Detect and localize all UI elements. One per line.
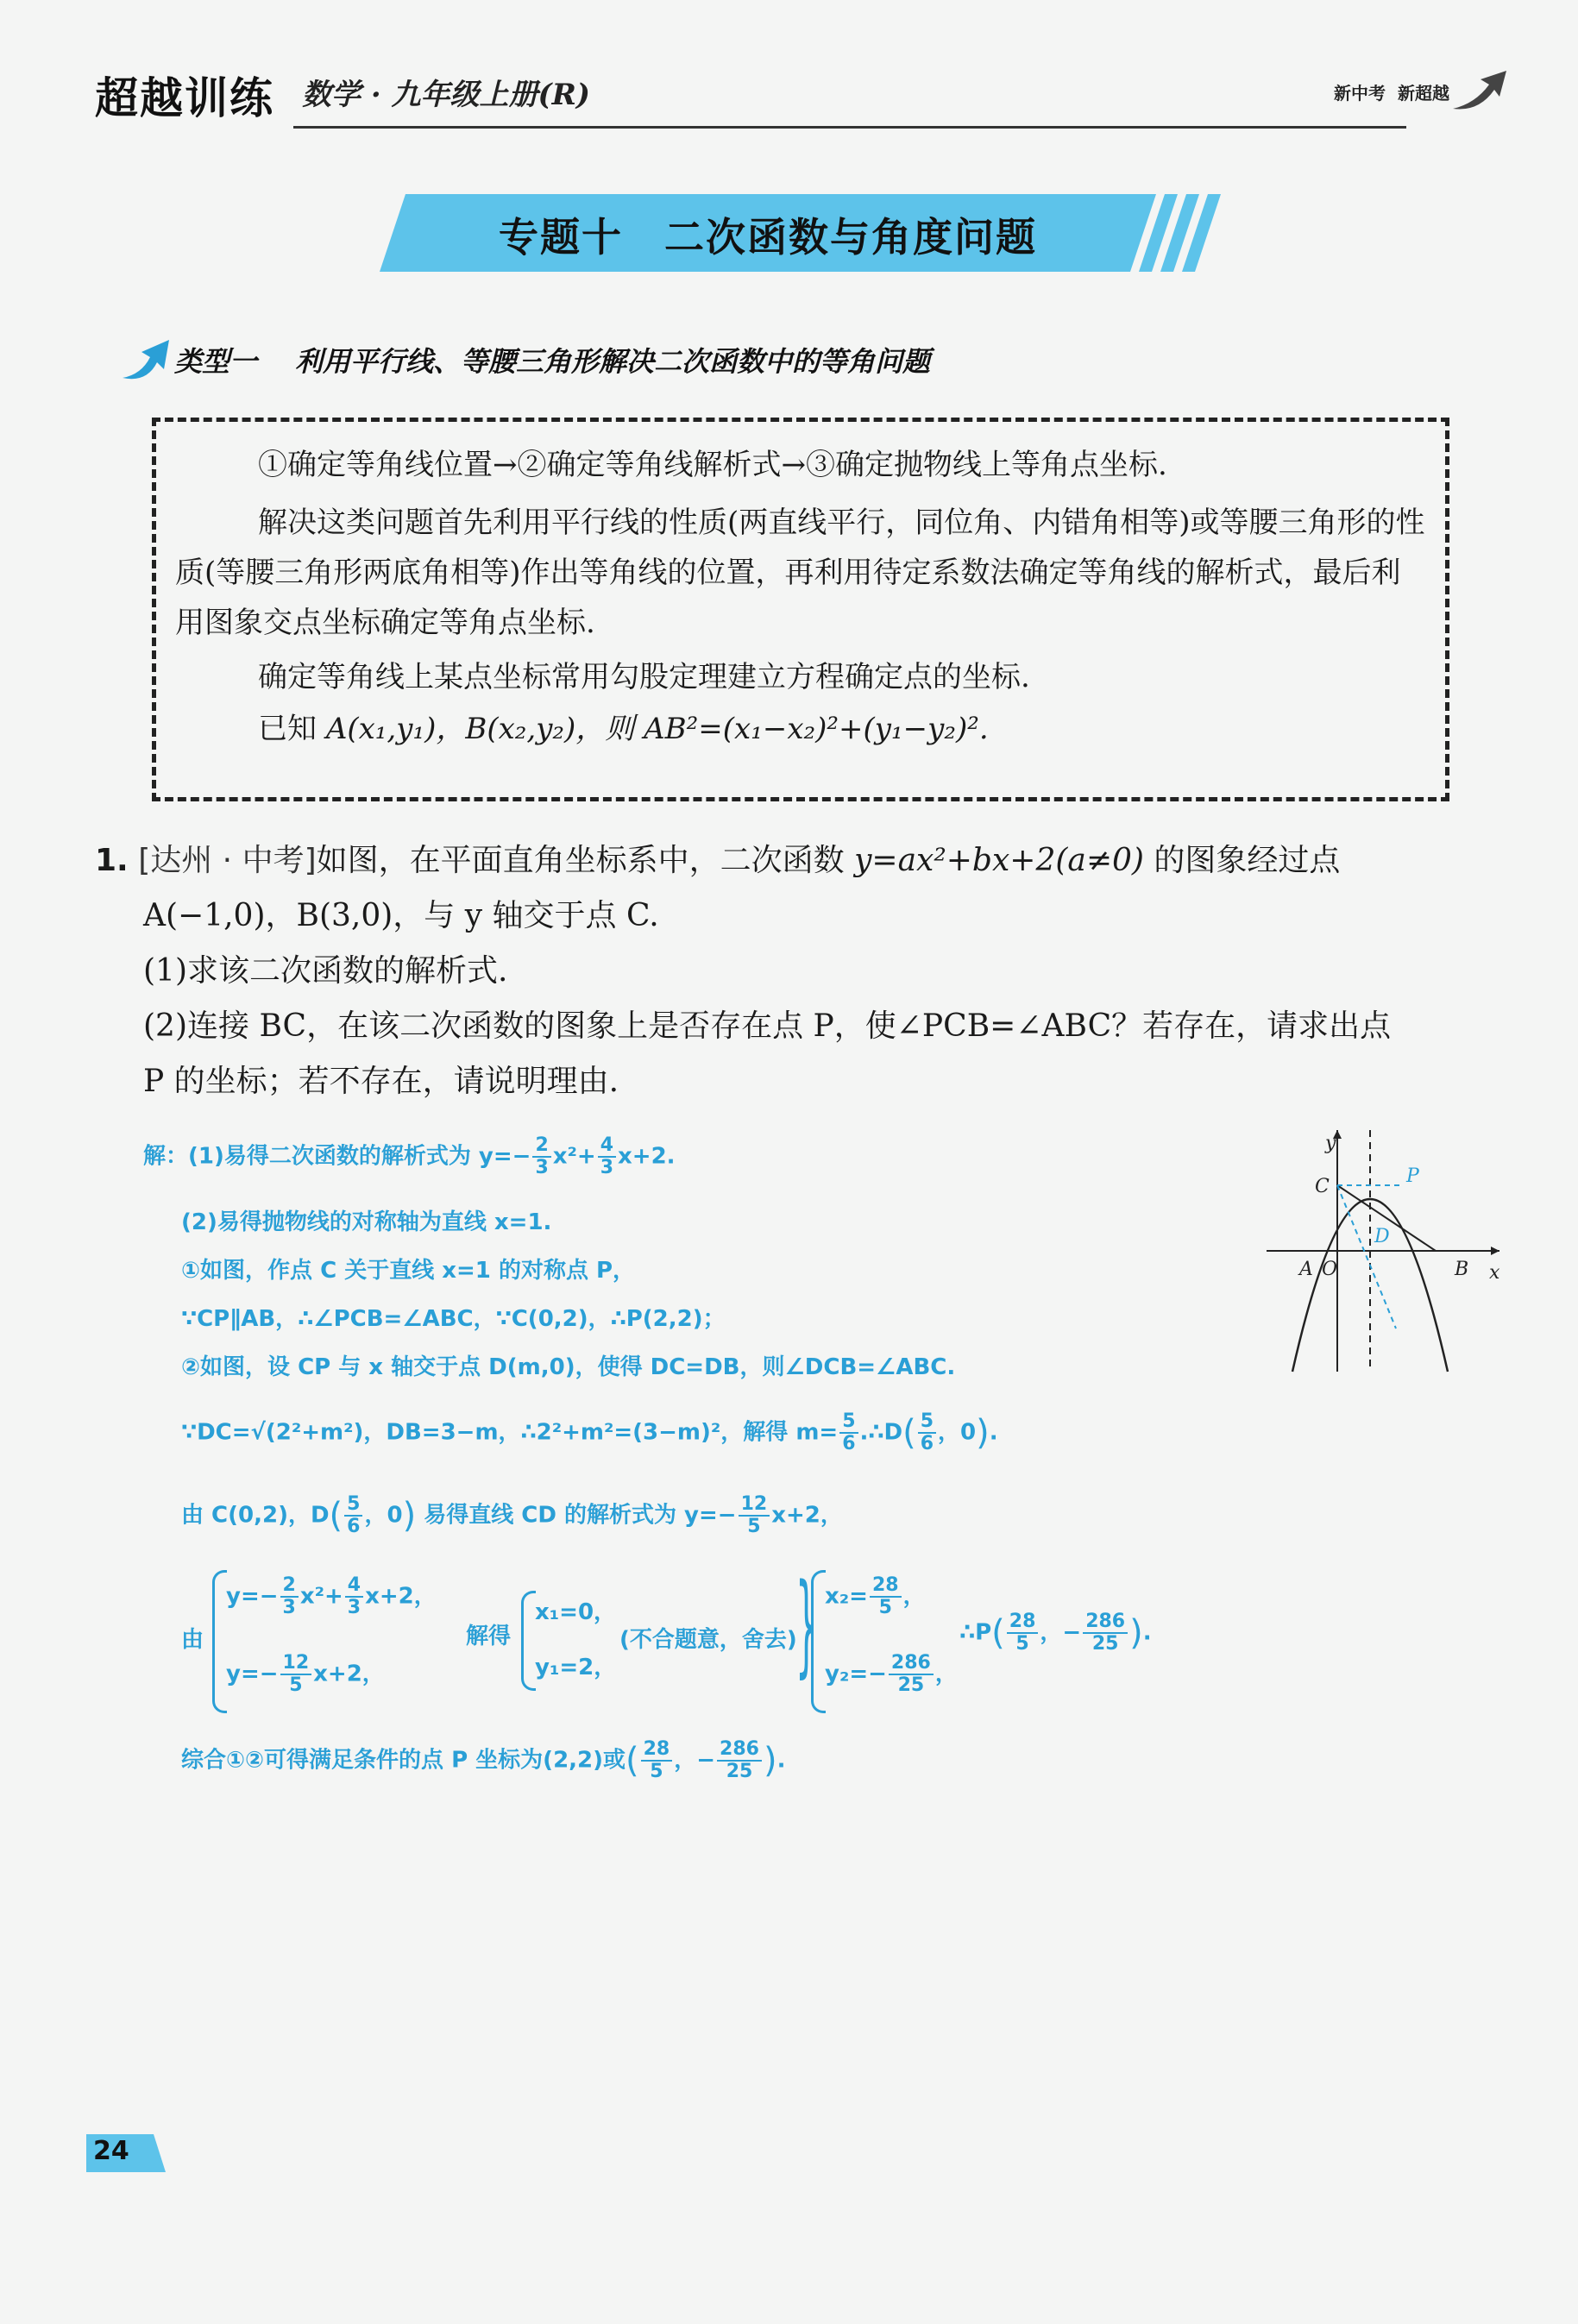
question-stem-a: 如图，在平面直角坐标系中，二次函数 — [316, 843, 855, 878]
sol6-b: .∴D — [859, 1419, 903, 1446]
fraction — [598, 1135, 616, 1178]
fraction — [532, 1135, 550, 1178]
type-text: 利用平行线、等腰三角形解决二次函数中的等角问题 — [295, 345, 931, 378]
method-paragraph: 解决这类问题首先利用平行线的性质(两直线平行，同位角、内错角相等)或等腰三角形的性质(等腰三角形两底角相等)作出等角线的位置，再利用待定系数法确定等角线的解析式，最后利用图象交点坐标确定等角点坐标. — [175, 506, 1425, 640]
fraction-denominator: 6 — [920, 1433, 934, 1454]
result-brace-2 — [811, 1570, 826, 1713]
fraction-denominator: 5 — [1015, 1633, 1029, 1655]
topic-banner — [380, 194, 1225, 272]
fraction-denominator: 5 — [747, 1516, 761, 1537]
sol7-c: 易得直线 CD 的解析式为 y=− — [416, 1502, 737, 1529]
sol6-c: ，0 — [938, 1419, 977, 1446]
label-d: D — [1374, 1226, 1390, 1247]
fraction-denominator: 3 — [600, 1157, 614, 1178]
fraction — [344, 1494, 362, 1537]
sol1-end: x+2. — [618, 1143, 676, 1170]
question-line-2: A(−1,0)，B(3,0)，与 y 轴交于点 C. — [143, 898, 659, 933]
fraction-denominator: 3 — [347, 1597, 361, 1618]
fraction-denominator: 5 — [650, 1761, 663, 1782]
solution-line-6: ∵DC=√(2²+m²)，DB=3−m，∴2²+m²=(3−m)²，解得 m= $\frac{5}{6}$ .∴D( $\frac{5}{6}$ ，0). — [181, 1410, 998, 1454]
label-y: y — [1325, 1133, 1336, 1154]
system-eq-2 — [226, 1653, 385, 1696]
sol7-b: ，0 — [364, 1502, 403, 1529]
eq1-c: x+2， — [365, 1583, 437, 1610]
formula-prefix: 已知 — [258, 712, 326, 746]
fraction-numerator: 28 — [641, 1739, 673, 1762]
label-o: O — [1322, 1259, 1338, 1280]
type-heading — [121, 335, 1242, 386]
root-2-x: x₂= $\frac{28}{5}$ ， — [825, 1574, 926, 1618]
type-label — [174, 340, 930, 380]
label-c: C — [1315, 1176, 1330, 1197]
fraction — [280, 1653, 312, 1696]
rejected-note: (不合题意，舍去) — [619, 1627, 797, 1653]
fraction — [889, 1653, 934, 1696]
solution-line-5: ②如图，设 CP 与 x 轴交于点 D(m,0)，使得 DC=DB，则∠DCB=∠ABC. — [181, 1354, 956, 1380]
eq1-a: y=− — [226, 1583, 279, 1610]
fraction — [641, 1739, 673, 1782]
root-1-x: x₁=0， — [535, 1599, 617, 1625]
fraction-denominator: 3 — [535, 1157, 549, 1178]
fraction-denominator: 25 — [1091, 1633, 1119, 1655]
brand-title: 超越训练 — [95, 73, 274, 123]
method-note: 确定等角线上某点坐标常用勾股定理建立方程确定点的坐标. — [258, 660, 1030, 694]
right-brace: } — [795, 1563, 818, 1691]
final-sep: ，− — [674, 1747, 716, 1774]
root-2-y: y₂=− $\frac{286}{25}$ ， — [825, 1652, 958, 1696]
sol7-d: x+2， — [771, 1502, 843, 1529]
solution-line-4: ∵CP∥AB，∴∠PCB=∠ABC，∵C(0,2)，∴P(2,2)； — [181, 1306, 726, 1332]
solution-line-3: ①如图，作点 C 关于直线 x=1 的对称点 P， — [181, 1258, 636, 1284]
fraction-numerator: 28 — [870, 1575, 902, 1598]
fraction-denominator: 25 — [897, 1674, 925, 1696]
page-number: 24 — [93, 2136, 129, 2166]
fraction — [280, 1575, 299, 1618]
parabola-curve — [1292, 1199, 1448, 1372]
sol7-a: 由 C(0,2)，D — [181, 1502, 330, 1529]
slogan — [1322, 79, 1449, 104]
distance-formula — [175, 712, 1426, 746]
label-a: A — [1299, 1259, 1313, 1280]
question-part-2-cont: P 的坐标；若不存在，请说明理由. — [143, 1064, 619, 1099]
final-end: . — [776, 1747, 786, 1774]
question-stem-b: 的图象经过点 — [1143, 843, 1341, 878]
final-a: 综合①②可得满足条件的点 P 坐标为(2,2)或 — [181, 1747, 626, 1774]
sol6-a: ∵DC=√(2²+m²)，DB=3−m，∴2²+m²=(3−m)²，解得 m= — [181, 1419, 839, 1446]
type-number: 类型一 — [174, 345, 258, 378]
subject-label: 数学 · 九年级上册(R) — [302, 78, 590, 112]
header-rule — [293, 126, 1406, 129]
fraction-numerator: 2 — [532, 1135, 550, 1158]
eq2-a: y=− — [226, 1661, 279, 1687]
fraction — [918, 1411, 936, 1454]
r2-y-label: y₂=− — [825, 1661, 887, 1687]
fraction-numerator: 286 — [1083, 1611, 1128, 1634]
question-formula: y=ax²+bx+2(a≠0) — [854, 843, 1144, 878]
fraction-numerator: 286 — [889, 1653, 934, 1675]
label-x: x — [1489, 1262, 1500, 1284]
fraction-numerator: 286 — [717, 1739, 762, 1762]
formula-text: A(x₁,y₁)，B(x₂,y₂)，则 AB²=(x₁−x₂)²+(y₁−y₂)². — [325, 712, 989, 746]
parabola-figure — [1249, 1121, 1508, 1380]
fraction-denominator: 5 — [289, 1674, 303, 1696]
fraction — [345, 1575, 363, 1618]
type-arrow-icon — [121, 335, 173, 383]
conc-sep: ，− — [1040, 1619, 1082, 1646]
solution-line-1 — [143, 1135, 676, 1178]
label-p: P — [1406, 1165, 1419, 1187]
topic-title: 专题十 二次函数与角度问题 — [499, 214, 1037, 261]
result-brace-1 — [521, 1591, 536, 1691]
fraction-denominator: 5 — [878, 1597, 892, 1618]
arrow-logo-icon — [1449, 66, 1510, 117]
page-header — [95, 60, 1510, 129]
system-brace — [212, 1570, 227, 1713]
fraction — [839, 1411, 858, 1454]
fraction-numerator: 5 — [839, 1411, 858, 1434]
fraction-denominator: 6 — [347, 1516, 361, 1537]
system-solve: 解得 — [466, 1624, 512, 1649]
x-axis-arrow-icon — [1491, 1247, 1499, 1255]
system-eq-1 — [226, 1575, 437, 1618]
eq2-b: x+2， — [313, 1661, 385, 1687]
solution-final: 综合①②可得满足条件的点 P 坐标为(2,2)或( $\frac{28}{5}$ ，− $\frac{286}{25}$ ). — [181, 1738, 786, 1782]
label-b: B — [1455, 1259, 1469, 1280]
fraction-numerator: 12 — [739, 1494, 770, 1517]
question-line-1 — [95, 842, 1510, 880]
solution-line-2: (2)易得抛物线的对称轴为直线 x=1. — [181, 1209, 552, 1235]
fraction — [717, 1739, 762, 1782]
method-box — [152, 418, 1449, 801]
system-you: 由 — [181, 1627, 204, 1653]
conc-label: ∴P — [959, 1619, 992, 1646]
fraction-denominator: 3 — [282, 1597, 296, 1618]
fraction-numerator: 2 — [280, 1575, 299, 1598]
fraction — [870, 1575, 902, 1618]
fraction-numerator: 5 — [918, 1411, 936, 1434]
fraction — [1007, 1611, 1039, 1655]
fraction-numerator: 12 — [280, 1653, 312, 1675]
system-conclusion: ∴P( $\frac{28}{5}$ ，− $\frac{286}{25}$ ). — [959, 1611, 1152, 1655]
sol1-mid: x²+ — [552, 1143, 596, 1170]
fraction-numerator: 5 — [344, 1494, 362, 1517]
method-steps: ①确定等角线位置→②确定等角线解析式→③确定抛物线上等角点坐标. — [258, 448, 1167, 482]
question-part-2: (2)连接 BC，在该二次函数的图象上是否存在点 P，使∠PCB=∠ABC？若存在，请求出点 — [143, 1008, 1392, 1044]
slogan-part-1: 新中考 — [1334, 83, 1386, 104]
fraction — [1083, 1611, 1128, 1655]
fraction-numerator: 28 — [1007, 1611, 1039, 1634]
question-number: 1. — [95, 843, 129, 878]
root-1-y: y₁=2， — [535, 1655, 617, 1680]
solution-line-7: 由 C(0,2)，D( $\frac{5}{6}$ ，0) 易得直线 CD 的解析式为 y=− $\frac{12}{5}$ x+2， — [181, 1493, 843, 1537]
r2-x-label: x₂= — [825, 1583, 868, 1610]
eq1-b: x²+ — [299, 1583, 343, 1610]
fraction — [739, 1494, 770, 1537]
question-source: [达州 · 中考] — [138, 843, 317, 878]
fraction-numerator: 4 — [345, 1575, 363, 1598]
fraction-denominator: 6 — [842, 1433, 856, 1454]
sol1-prefix: 解：(1)易得二次函数的解析式为 y=− — [143, 1143, 531, 1170]
question-part-1: (1)求该二次函数的解析式. — [143, 953, 508, 989]
fraction-denominator: 25 — [726, 1761, 753, 1782]
slogan-part-2: 新超越 — [1398, 83, 1449, 104]
fraction-numerator: 4 — [598, 1135, 616, 1158]
